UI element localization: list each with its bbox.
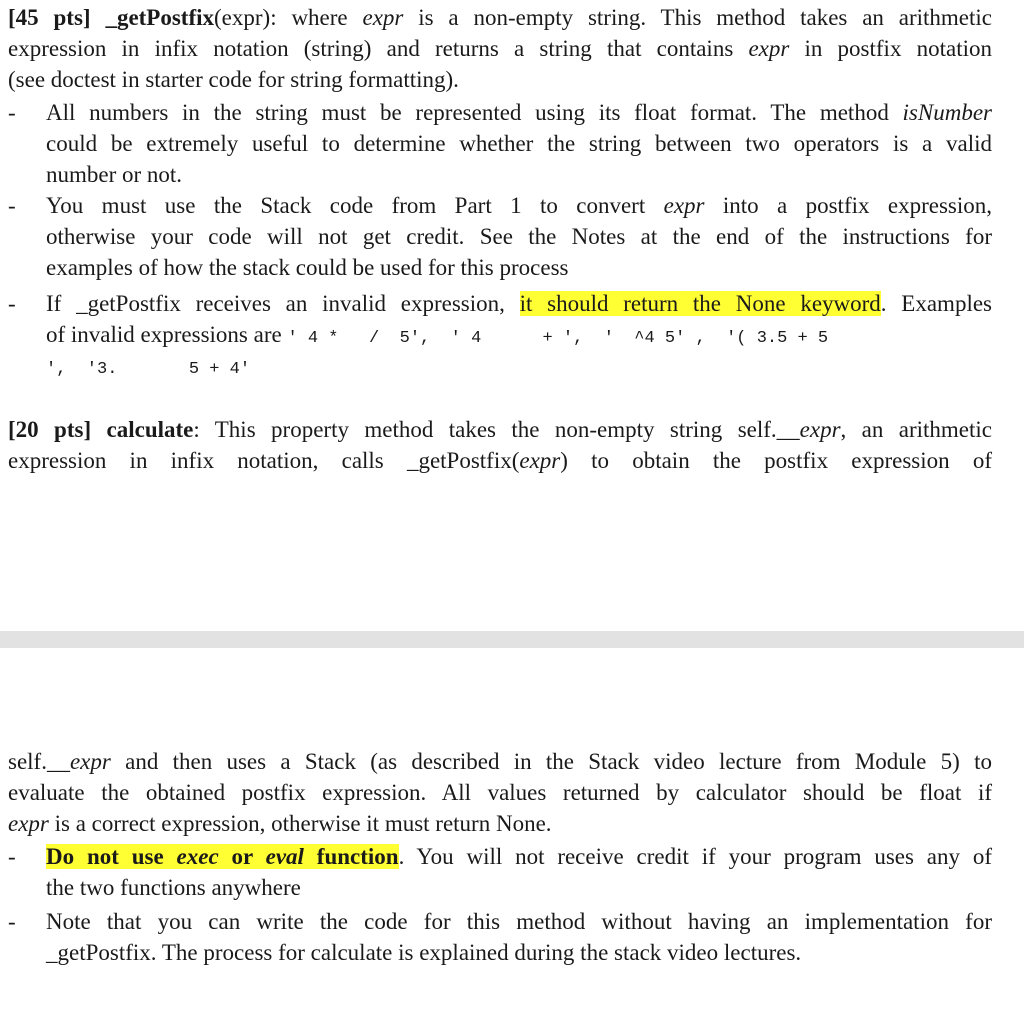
bullet-dash: -: [8, 909, 16, 934]
invalid-examples-code: ' 4 * / 5', ' 4 + ', ' ^4 5' , '( 3.5 + 5: [287, 329, 829, 348]
getpostfix-paragraph: [8, 2, 992, 95]
getpostfix-points: [45 pts]: [8, 5, 91, 30]
isnumber-method: isNumber: [902, 100, 992, 125]
bullet-dash: -: [8, 844, 16, 869]
document-page-bottom: self.__expr and then uses a Stack (as described in the Stack video lecture from Module 5) to evaluate the obtained postfix expression. All values returned by calculator should be float if expr is a correct expression, otherwise it must return None. - Do not use exec or eval function. You will not receive credit if your program uses any of the two functions anywhere - Note that you can write the code for this method without having an implementation for _getPostfix. The process for calculate is explained during the stack video lectures.: [0, 648, 1024, 1021]
bullet-dash: -: [8, 291, 16, 316]
bullet-dash: -: [8, 193, 16, 218]
calculate-continued-paragraph: self.__expr and then uses a Stack (as described in the Stack video lecture from Module 5) to evaluate the obtained postfix expression. All values returned by calculator should be float if expr is a correct expression, otherwise it must return None.: [8, 749, 992, 836]
getpostfix-line-1: [45 pts] _getPostfix(expr): where expr is a non-empty string. This method takes an arithmetic: [8, 5, 992, 30]
document-page-top: [45 pts] _getPostfix(expr): where expr is a non-empty string. This method takes an arithmetic expression in infix notation (string) and returns a string that contains expr in postfix notation (see doctest in starter code for string formatting). - All numbers in the string must be represented using its float format. The method isNumber could be extremely useful to determine whether the string between two operators is a valid number or not. - You must use the Stack code from Part 1 to convert expr into a postfix expression, otherwise your code will not get credit. See the Notes at the end of the instructions for examples of how the stack could be used for this process - If _getPostfix receives an invalid expression, it should return the None keyword. Examples of invalid expressions are ' 4 * / 5', ' 4 + ', ' ^4 5' , '( 3.5 + 5 ', '3. 5 + 4' [20 pts] calculate: This property method takes the non-empty string self.__expr, an arithmetic expression in infix notation, calls _getPostfix(expr) to obtain the postfix expression of: [0, 0, 1024, 631]
none-keyword-highlight: it should return the None keyword: [519, 291, 881, 316]
calculate-method-name: calculate: [106, 417, 194, 442]
getpostfix-line-2: expression in infix notation (string) and returns a string that contains expr in postfix notation: [8, 36, 992, 61]
getpostfix-line-3: (see doctest in starter code for string formatting).: [8, 67, 459, 92]
page-break-gap: [0, 631, 1024, 648]
calculate-points: [20 pts]: [8, 417, 92, 442]
no-exec-eval-highlight: Do not use exec or eval function: [46, 844, 399, 869]
bullet-dash: -: [8, 100, 16, 125]
calculate-paragraph: [20 pts] calculate: This property method takes the non-empty string self.__expr, an arithmetic expression in infix notation, calls _getPostfix(expr) to obtain the postfix expression of: [8, 417, 993, 473]
getpostfix-method-name: _getPostfix: [105, 5, 215, 30]
invalid-examples-code-2: ', '3. 5 + 4': [46, 360, 251, 379]
